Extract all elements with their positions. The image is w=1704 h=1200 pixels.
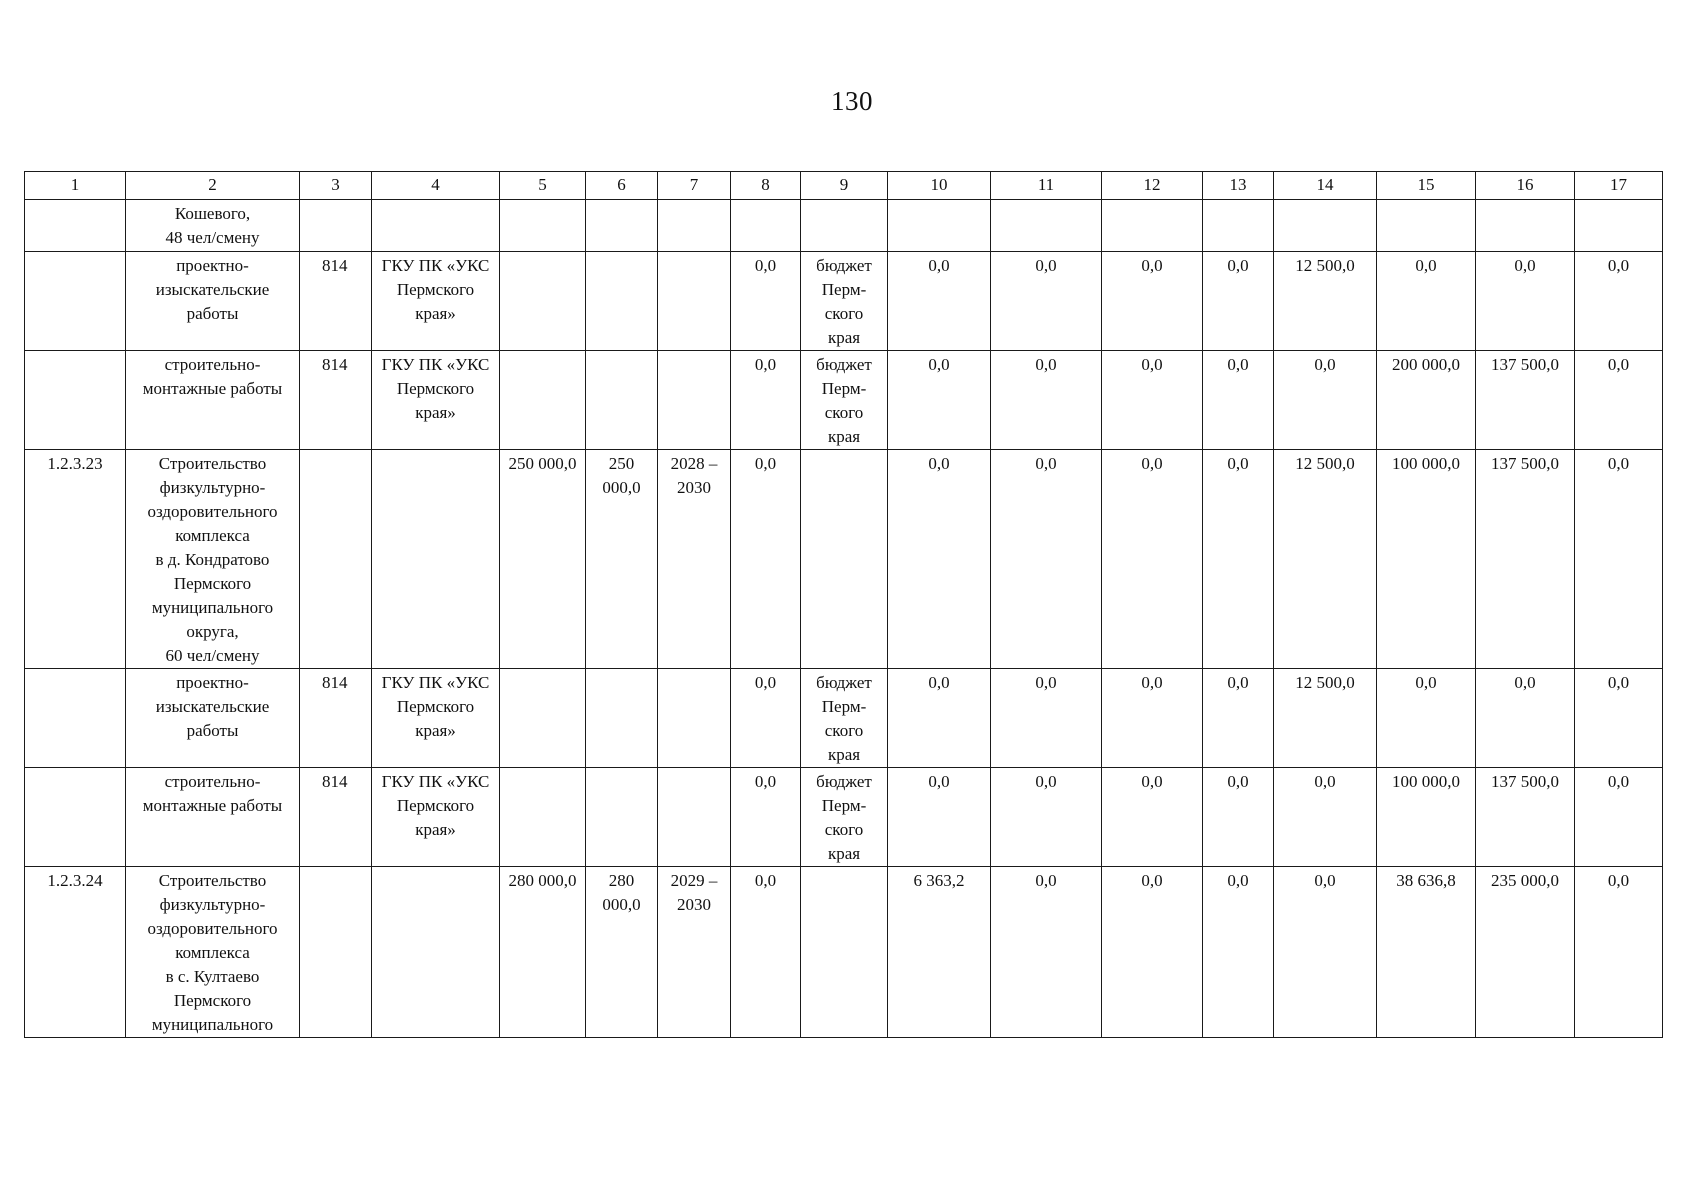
table-cell: 137 500,0 — [1476, 450, 1575, 669]
table-cell: строительно- монтажные работы — [126, 768, 300, 867]
table-cell: 0,0 — [1203, 450, 1274, 669]
table-cell — [25, 669, 126, 768]
table-cell: строительно- монтажные работы — [126, 351, 300, 450]
table-cell: 0,0 — [888, 450, 991, 669]
column-header: 4 — [372, 172, 500, 200]
table-cell: проектно- изыскательские работы — [126, 669, 300, 768]
table-cell: Строительство физкультурно- оздоровительного комплекса в с. Култаево Пермского муниципального — [126, 867, 300, 1038]
table-cell: Строительство физкультурно- оздоровительного комплекса в д. Кондратово Пермского муниципального округа, 60 чел/смену — [126, 450, 300, 669]
table-cell: 0,0 — [991, 768, 1102, 867]
table-cell: 250 000,0 — [500, 450, 586, 669]
table-cell: 250 000,0 — [586, 450, 658, 669]
table-cell — [658, 351, 731, 450]
table-cell: 0,0 — [1102, 252, 1203, 351]
table-cell: 814 — [300, 669, 372, 768]
table-cell: 0,0 — [1476, 669, 1575, 768]
table-cell: 814 — [300, 252, 372, 351]
table-cell — [1102, 200, 1203, 252]
table-cell — [658, 768, 731, 867]
table-cell — [1203, 200, 1274, 252]
table-cell — [586, 252, 658, 351]
table-cell: 0,0 — [1203, 252, 1274, 351]
table-cell: 0,0 — [1274, 768, 1377, 867]
column-header: 11 — [991, 172, 1102, 200]
table-cell: 0,0 — [731, 867, 801, 1038]
table-cell: 814 — [300, 768, 372, 867]
table-cell: 137 500,0 — [1476, 768, 1575, 867]
table-cell: 0,0 — [1102, 867, 1203, 1038]
column-header: 5 — [500, 172, 586, 200]
table-cell: 235 000,0 — [1476, 867, 1575, 1038]
table-cell: 2029 – 2030 — [658, 867, 731, 1038]
table-cell: 0,0 — [1575, 252, 1663, 351]
table-cell: 0,0 — [991, 450, 1102, 669]
table-cell: 0,0 — [1102, 768, 1203, 867]
table-cell — [1575, 200, 1663, 252]
table-cell: 0,0 — [1102, 351, 1203, 450]
table-cell: 0,0 — [1575, 351, 1663, 450]
table-header-row — [25, 172, 1663, 200]
column-header: 10 — [888, 172, 991, 200]
table-cell — [586, 669, 658, 768]
table-cell: 0,0 — [888, 252, 991, 351]
table-cell: 0,0 — [1203, 867, 1274, 1038]
table-row — [25, 768, 1663, 867]
table-cell: 0,0 — [991, 669, 1102, 768]
table-cell — [300, 200, 372, 252]
table-cell: 0,0 — [731, 252, 801, 351]
table-cell — [25, 200, 126, 252]
table-cell: 0,0 — [991, 252, 1102, 351]
table-cell: ГКУ ПК «УКС Пермского края» — [372, 768, 500, 867]
table-cell: 0,0 — [1377, 252, 1476, 351]
table-cell — [300, 450, 372, 669]
table-cell: 0,0 — [1102, 669, 1203, 768]
table-cell: 280 000,0 — [500, 867, 586, 1038]
table-cell — [500, 200, 586, 252]
table-row — [25, 200, 1663, 252]
table-cell — [500, 768, 586, 867]
table-cell: бюджет Перм- ского края — [801, 351, 888, 450]
table-cell — [801, 200, 888, 252]
table-cell: 100 000,0 — [1377, 768, 1476, 867]
table-cell: 0,0 — [731, 768, 801, 867]
table-cell: ГКУ ПК «УКС Пермского края» — [372, 252, 500, 351]
budget-table — [24, 171, 1663, 1038]
table-cell — [25, 351, 126, 450]
table-cell: бюджет Перм- ского края — [801, 669, 888, 768]
table-cell — [25, 252, 126, 351]
table-cell: ГКУ ПК «УКС Пермского края» — [372, 351, 500, 450]
table-cell — [586, 768, 658, 867]
table-cell — [500, 351, 586, 450]
table-cell: 0,0 — [1575, 450, 1663, 669]
table-cell: 1.2.3.23 — [25, 450, 126, 669]
table-cell — [731, 200, 801, 252]
table-cell: 0,0 — [1274, 867, 1377, 1038]
column-header: 8 — [731, 172, 801, 200]
table-row — [25, 450, 1663, 669]
table-cell — [991, 200, 1102, 252]
table-cell: 280 000,0 — [586, 867, 658, 1038]
column-header: 17 — [1575, 172, 1663, 200]
table-cell: 0,0 — [1203, 669, 1274, 768]
table-cell — [801, 450, 888, 669]
table-cell: 0,0 — [1575, 867, 1663, 1038]
table-cell — [500, 669, 586, 768]
table-cell: 1.2.3.24 — [25, 867, 126, 1038]
table-cell — [372, 200, 500, 252]
table-row — [25, 669, 1663, 768]
table-cell: 100 000,0 — [1377, 450, 1476, 669]
column-header: 3 — [300, 172, 372, 200]
table-cell: 0,0 — [1102, 450, 1203, 669]
table-cell: проектно- изыскательские работы — [126, 252, 300, 351]
column-header: 9 — [801, 172, 888, 200]
table-cell: 2028 – 2030 — [658, 450, 731, 669]
table-cell: 814 — [300, 351, 372, 450]
table-cell: 0,0 — [731, 351, 801, 450]
column-header: 7 — [658, 172, 731, 200]
column-header: 2 — [126, 172, 300, 200]
column-header: 12 — [1102, 172, 1203, 200]
table-cell — [372, 867, 500, 1038]
table-cell — [1274, 200, 1377, 252]
table-row — [25, 867, 1663, 1038]
column-header: 16 — [1476, 172, 1575, 200]
table-cell — [1377, 200, 1476, 252]
table-cell: 0,0 — [1377, 669, 1476, 768]
table-cell: 0,0 — [991, 351, 1102, 450]
table-cell: 12 500,0 — [1274, 669, 1377, 768]
table-cell: 0,0 — [1203, 768, 1274, 867]
table-cell: 6 363,2 — [888, 867, 991, 1038]
table-cell — [801, 867, 888, 1038]
table-cell: 0,0 — [731, 669, 801, 768]
table-cell: Кошевого, 48 чел/смену — [126, 200, 300, 252]
table-cell: 0,0 — [1203, 351, 1274, 450]
table-body — [25, 172, 1663, 1038]
table-cell: 0,0 — [888, 669, 991, 768]
page-number: 130 — [831, 86, 873, 116]
table-cell: 200 000,0 — [1377, 351, 1476, 450]
table-cell: 137 500,0 — [1476, 351, 1575, 450]
table-cell — [658, 200, 731, 252]
table-cell: 12 500,0 — [1274, 252, 1377, 351]
table-cell — [586, 200, 658, 252]
column-header: 1 — [25, 172, 126, 200]
table-row — [25, 252, 1663, 351]
table-cell: бюджет Перм- ского края — [801, 768, 888, 867]
table-cell: 0,0 — [731, 450, 801, 669]
table-cell: 12 500,0 — [1274, 450, 1377, 669]
column-header: 14 — [1274, 172, 1377, 200]
table-cell — [888, 200, 991, 252]
column-header: 15 — [1377, 172, 1476, 200]
table-cell — [586, 351, 658, 450]
table-cell: 0,0 — [1476, 252, 1575, 351]
table-cell: 0,0 — [991, 867, 1102, 1038]
table-cell: ГКУ ПК «УКС Пермского края» — [372, 669, 500, 768]
table-cell: 0,0 — [888, 768, 991, 867]
column-header: 13 — [1203, 172, 1274, 200]
table-cell — [372, 450, 500, 669]
table-cell: 0,0 — [1575, 768, 1663, 867]
table-cell — [500, 252, 586, 351]
table-cell — [658, 669, 731, 768]
table-cell — [300, 867, 372, 1038]
table-cell — [1476, 200, 1575, 252]
table-cell: 0,0 — [1274, 351, 1377, 450]
table-cell: 38 636,8 — [1377, 867, 1476, 1038]
column-header: 6 — [586, 172, 658, 200]
table-cell — [658, 252, 731, 351]
table-cell: 0,0 — [1575, 669, 1663, 768]
table-cell: 0,0 — [888, 351, 991, 450]
table-cell — [25, 768, 126, 867]
table-row — [25, 351, 1663, 450]
table-cell: бюджет Перм- ского края — [801, 252, 888, 351]
